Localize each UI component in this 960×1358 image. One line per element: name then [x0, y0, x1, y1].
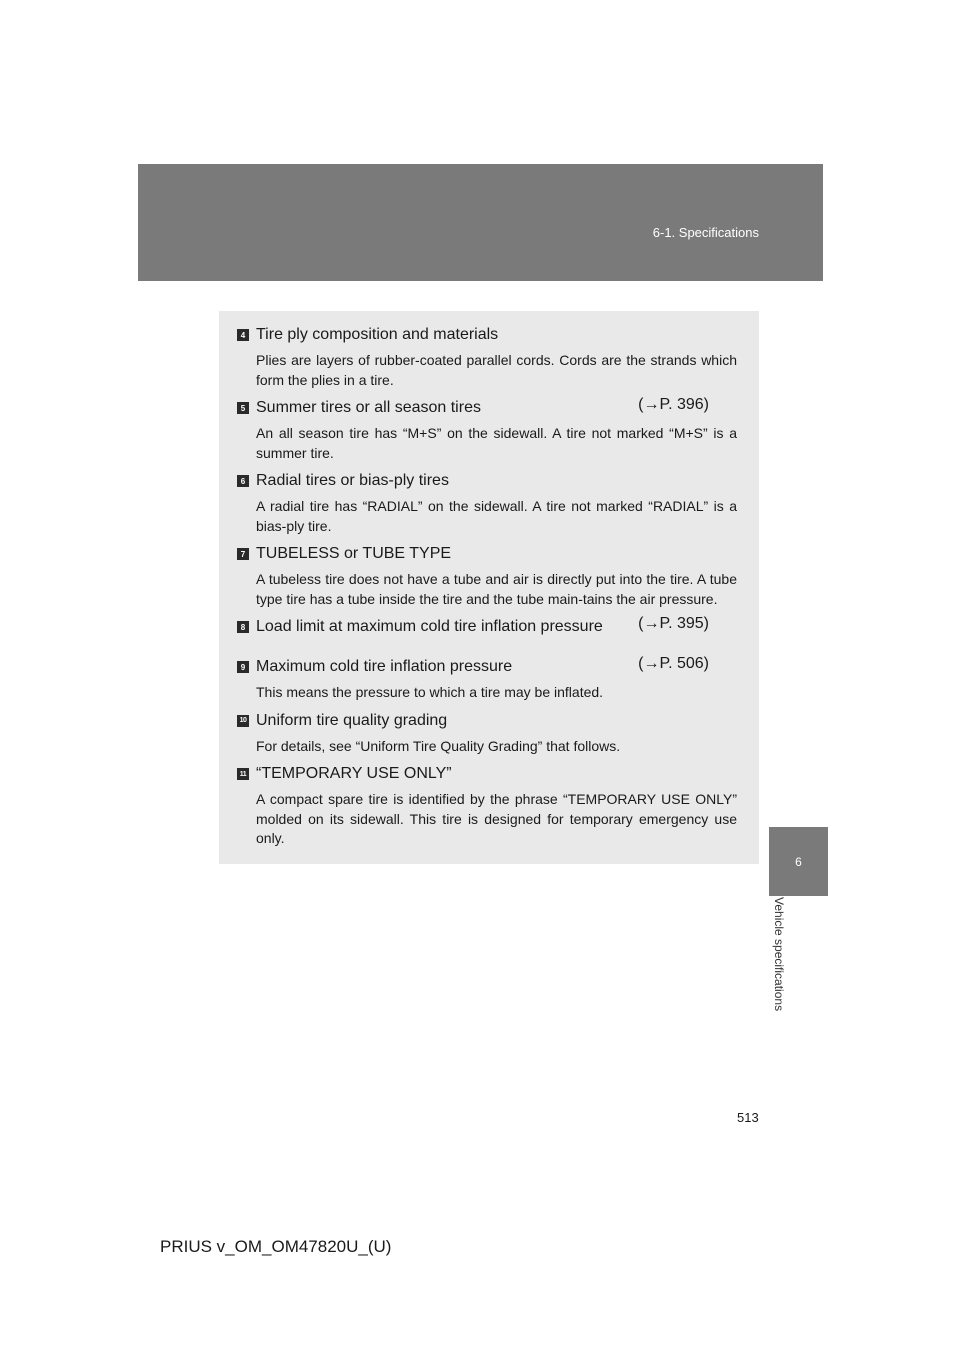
list-item: [237, 396, 737, 463]
number-9-icon: 9: [237, 661, 249, 673]
item-description: A radial tire has “RADIAL” on the sidewall. A tire not marked “RADIAL” is a bias-ply tire.: [256, 498, 737, 534]
item-heading: [237, 396, 737, 420]
item-description: For details, see “Uniform Tire Quality Grading” that follows.: [256, 737, 621, 754]
number-5-icon: 5: [237, 402, 249, 414]
item-title: Load limit at maximum cold tire inflation pressure: [256, 618, 603, 635]
chapter-number: 6: [795, 854, 802, 869]
item-title: Summer tires or all season tires: [256, 399, 481, 416]
list-item: [237, 323, 737, 390]
item-description: A compact spare tire is identified by the phrase “TEMPORARY USE ONLY” molded on its sidewall. This tire is designed for temporary emergency use only.: [256, 791, 737, 846]
list-item: [237, 542, 737, 609]
content-box: [219, 311, 759, 864]
item-description: This means the pressure to which a tire may be inflated.: [256, 684, 604, 700]
number-10-icon: 10: [237, 715, 249, 727]
number-4-icon: 4: [237, 329, 249, 341]
item-description: A tubeless tire does not have a tube and air is directly put into the tire. A tube type tire has a tube inside the tire and the tube main-tains the air pressure.: [256, 571, 737, 607]
item-title: Maximum cold tire inflation pressure: [256, 658, 513, 675]
number-6-icon: 6: [237, 475, 249, 487]
page-number: 513: [737, 1110, 759, 1125]
item-description: Plies are layers of rubber-coated parallel cords. Cords are the strands which form the plies in a tire.: [256, 352, 737, 388]
item-title: Radial tires or bias-ply tires: [256, 472, 449, 489]
item-description: An all season tire has “M+S” on the sidewall. A tire not marked “M+S” is a summer tire.: [256, 425, 737, 461]
item-heading: [237, 542, 737, 566]
chapter-label-vertical: [769, 897, 789, 1052]
number-11-icon: 11: [237, 768, 249, 780]
page-reference: (→P. 396): [638, 396, 709, 413]
number-7-icon: 7: [237, 548, 249, 560]
item-heading: [237, 469, 737, 493]
item-title: Uniform tire quality grading: [256, 711, 448, 729]
section-label: 6-1. Specifications: [652, 225, 759, 240]
page-reference: (→P. 395): [638, 615, 709, 632]
header-band: [138, 164, 823, 281]
list-item: [237, 469, 737, 536]
list-item: [237, 655, 737, 703]
list-item: [237, 615, 737, 639]
chapter-tab: [769, 827, 828, 896]
item-heading: [237, 709, 737, 733]
item-heading: [237, 655, 737, 679]
item-heading: [237, 323, 737, 347]
item-heading: [237, 615, 737, 639]
item-title: Tire ply composition and materials: [256, 326, 499, 343]
item-title: TUBELESS or TUBE TYPE: [256, 545, 452, 562]
chapter-label: Vehicle specifications: [772, 897, 786, 1012]
number-8-icon: 8: [237, 621, 249, 633]
document-code: PRIUS v_OM_OM47820U_(U): [160, 1237, 392, 1256]
item-heading: [237, 762, 737, 786]
item-title: “TEMPORARY USE ONLY”: [256, 765, 452, 782]
page-reference: (→P. 506): [638, 655, 709, 672]
list-item: [237, 709, 737, 757]
list-item: [237, 762, 737, 849]
